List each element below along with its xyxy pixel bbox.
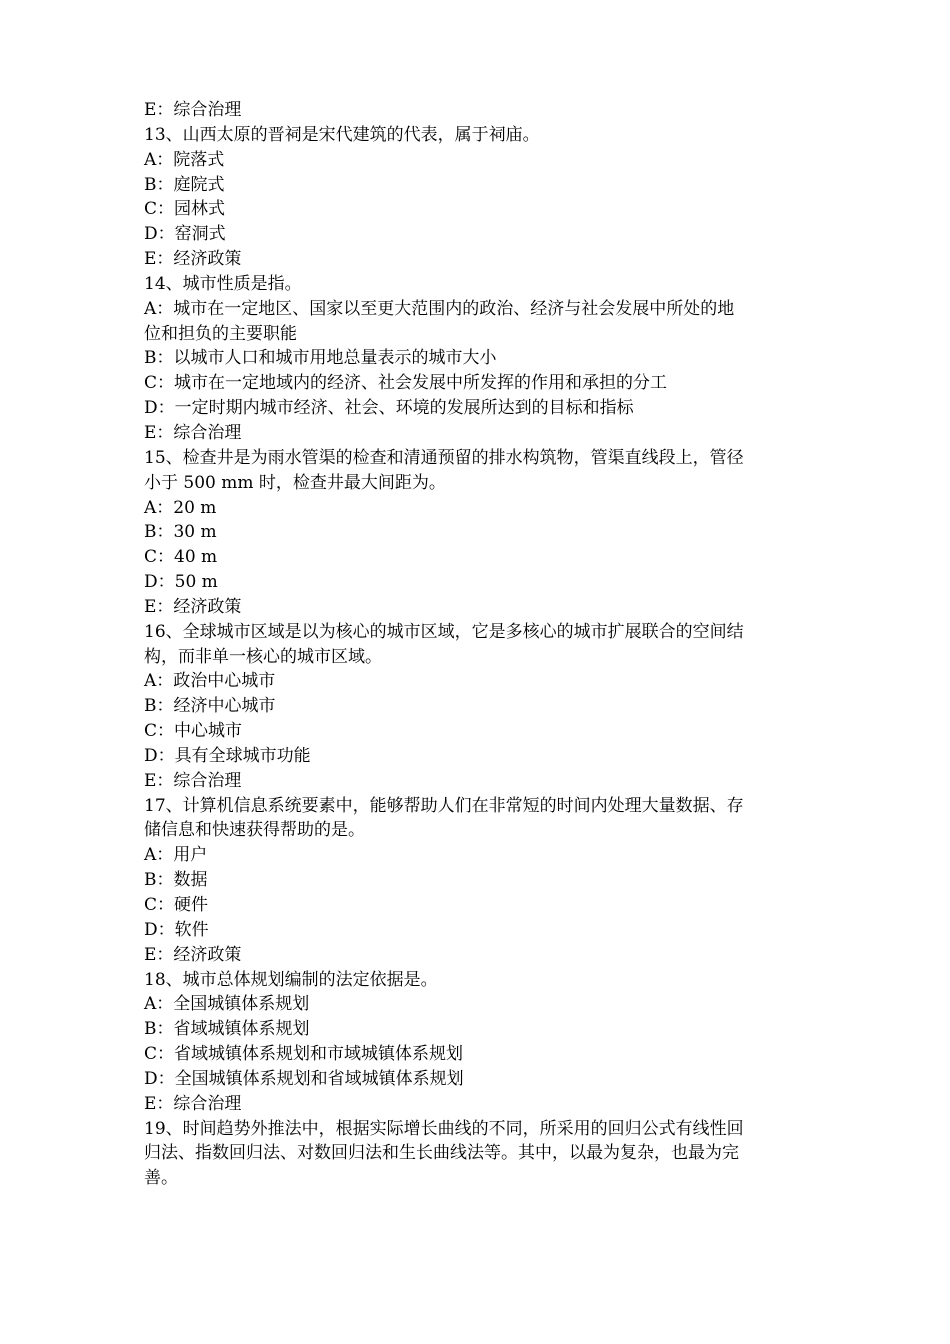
option-e: E：综合治理 xyxy=(144,422,242,443)
option-c: C：40 m xyxy=(144,547,218,568)
option-c: C：硬件 xyxy=(144,895,209,915)
question-19-continued: 善。 xyxy=(144,1168,178,1189)
option-a: A：全国城镇体系规划 xyxy=(144,994,310,1015)
question-18: 18、城市总体规划编制的法定依据是。 xyxy=(144,969,438,990)
question-19: 19、时间趋势外推法中，根据实际增长曲线的不同，所采用的回归公式有线性回 xyxy=(144,1118,744,1139)
option-b: B：庭院式 xyxy=(144,174,225,195)
option-e: E：经济政策 xyxy=(144,596,242,617)
option-c: C：城市在一定地域内的经济、社会发展中所发挥的作用和承担的分工 xyxy=(144,373,668,394)
option-d: D：具有全球城市功能 xyxy=(144,745,311,766)
question-15-continued: 小于 500 mm 时，检查井最大间距为。 xyxy=(144,472,446,493)
option-b: B：以城市人口和城市用地总量表示的城市大小 xyxy=(144,348,497,369)
document-page xyxy=(144,98,824,1191)
option-d: D：50 m xyxy=(144,572,218,593)
option-d: D：窑洞式 xyxy=(144,224,226,245)
option-d: D：一定时期内城市经济、社会、环境的发展所达到的目标和指标 xyxy=(144,398,634,419)
option-e: E：综合治理 xyxy=(144,770,242,791)
question-17-continued: 储信息和快速获得帮助的是。 xyxy=(144,820,365,841)
option-e: E：经济政策 xyxy=(144,944,242,965)
option-c: C：中心城市 xyxy=(144,721,243,742)
question-16: 16、全球城市区域是以为核心的城市区域，它是多核心的城市扩展联合的空间结 xyxy=(144,621,744,642)
option-a: A：20 m xyxy=(144,497,217,518)
option-c: C：省域城镇体系规划和市域城镇体系规划 xyxy=(144,1044,464,1065)
option-b: B：数据 xyxy=(144,870,208,891)
option-a: A：城市在一定地区、国家以至更大范围内的政治、经济与社会发展中所处的地 xyxy=(144,298,735,319)
option-b: B：经济中心城市 xyxy=(144,696,276,717)
option-e: E：综合治理 xyxy=(144,1093,242,1114)
option-a: A：用户 xyxy=(144,845,208,866)
question-14: 14、城市性质是指。 xyxy=(144,273,302,294)
question-19-continued: 归法、指数回归法、对数回归法和生长曲线法等。其中，以最为复杂，也最为完 xyxy=(144,1143,739,1164)
option-d: D：全国城镇体系规划和省域城镇体系规划 xyxy=(144,1068,464,1089)
option-a: A：院落式 xyxy=(144,149,225,170)
option-e: E：经济政策 xyxy=(144,249,242,270)
option-a: A：政治中心城市 xyxy=(144,671,276,692)
question-16-continued: 构，而非单一核心的城市区域。 xyxy=(144,646,382,667)
option-b: B：省域城镇体系规划 xyxy=(144,1019,310,1040)
option-c: C：园林式 xyxy=(144,199,226,220)
text-line: E：综合治理 xyxy=(144,100,242,120)
question-13: 13、山西太原的晋祠是宋代建筑的代表，属于祠庙。 xyxy=(144,124,540,145)
question-17: 17、计算机信息系统要素中，能够帮助人们在非常短的时间内处理大量数据、存 xyxy=(144,795,744,816)
option-d: D：软件 xyxy=(144,919,209,940)
question-15: 15、检查井是为雨水管渠的检查和清通预留的排水构筑物，管渠直线段上，管径 xyxy=(144,447,744,468)
option-b: B：30 m xyxy=(144,522,217,543)
option-a-continued: 位和担负的主要职能 xyxy=(144,323,297,344)
